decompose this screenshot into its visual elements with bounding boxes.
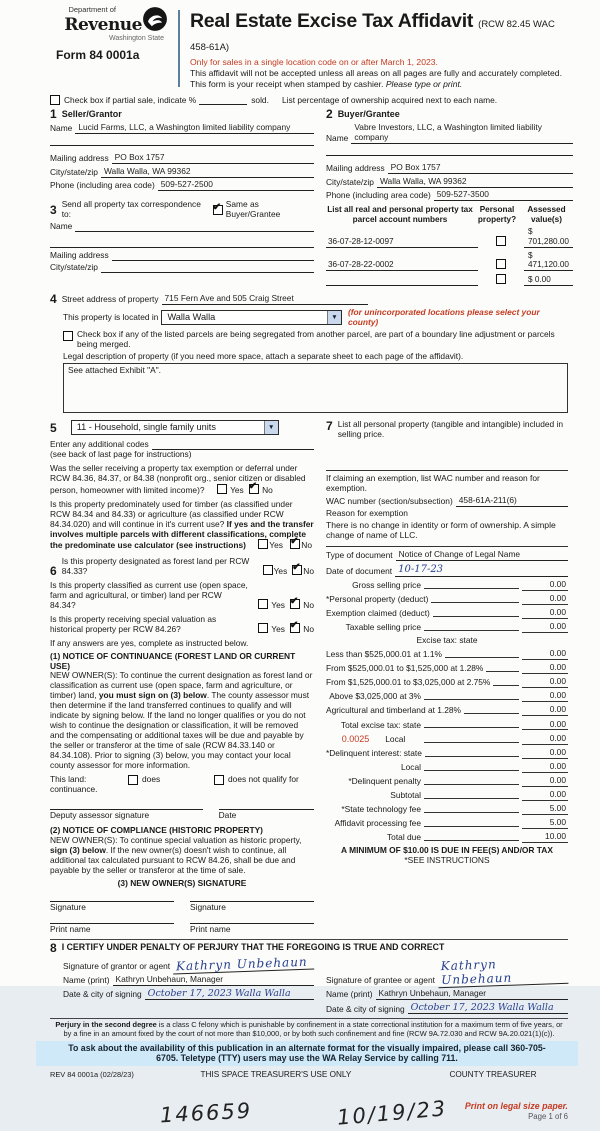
- seller-phone-label: Phone (including area code): [50, 180, 155, 191]
- seller-city-label: City/state/zip: [50, 166, 98, 177]
- amount-label: Subtotal: [390, 790, 421, 801]
- parcel-row: [326, 251, 573, 271]
- header-divider: [178, 10, 180, 87]
- section-2-number: 2: [326, 107, 333, 122]
- grantee-signature-label: Signature of grantee or agent: [326, 975, 435, 986]
- notice-continuance-title: (1) NOTICE OF CONTINUANCE (FOREST LAND OR CURRENT USE): [50, 650, 296, 671]
- notice-compliance-body: NEW OWNER(S): To continue special valuation as historic property, sign (3) below. If the new owner(s) doesn't wish to continue, all additional tax calculated pursuant to RCW 84.26, shall be due and payable by the seller or transferor at the time of sale.: [50, 835, 302, 875]
- no-checkbox[interactable]: ✔: [289, 595, 299, 607]
- notice-compliance-title: (2) NOTICE OF COMPLIANCE (HISTORIC PROPERTY): [50, 825, 263, 836]
- amount-value[interactable]: 0.00: [522, 776, 568, 787]
- dor-logo: [50, 5, 176, 89]
- certify-statement: I CERTIFY UNDER PENALTY OF PERJURY THAT THE FOREGOING IS TRUE AND CORRECT: [61, 942, 445, 953]
- wac-number-field[interactable]: 458-61A-211(6): [456, 496, 568, 507]
- exemption-deferral-question: Was the seller receiving a property tax exemption or deferral under RCW 84.36, 84.37, or 84.38 (nonprofit org., senior citizen or disabled person, homeowner with limited income)? Yes ✔ No: [50, 463, 306, 495]
- amount-label: *Delinquent interest: state: [326, 747, 422, 758]
- amount-value[interactable]: 0.00: [522, 663, 568, 674]
- sold-label: sold.: [251, 94, 269, 105]
- owner-printname-line[interactable]: Print name: [50, 923, 174, 935]
- yes-no-group: Yes ✔ No: [253, 623, 314, 635]
- amount-value[interactable]: 0.00: [522, 608, 568, 619]
- section-4-number: 4: [50, 291, 57, 306]
- yes-no-group: Yes ✔ No: [258, 565, 314, 577]
- parcel-table: [326, 205, 573, 286]
- wac-number-label: WAC number (section/subsection): [326, 496, 453, 507]
- amount-label: Exemption claimed (deduct): [326, 607, 430, 618]
- corr-mailing-field[interactable]: [112, 251, 314, 261]
- yes-no-group: Yes ✔ No: [253, 540, 312, 550]
- historic-property-question: Is this property receiving special valuation as historical property per RCW 84.26?: [50, 613, 217, 634]
- amount-label: *Delinquent penalty: [348, 775, 421, 786]
- section-7-number: 7: [326, 419, 333, 434]
- section-6-number: 6: [50, 564, 57, 579]
- yes-checkbox[interactable]: [258, 623, 268, 633]
- does-qualify-checkbox[interactable]: [128, 775, 138, 785]
- grantee-name-label: Name (print): [326, 988, 373, 999]
- additional-codes-label: Enter any additional codes: [50, 439, 149, 450]
- no-checkbox[interactable]: ✔: [292, 562, 301, 574]
- excise-tax-state-header: Excise tax: state: [416, 634, 478, 645]
- assessed-value-field[interactable]: $ 471,120.00: [524, 251, 573, 271]
- amount-value[interactable]: 5.00: [522, 804, 568, 815]
- parcel-row: [326, 227, 573, 247]
- partial-sale-label: Check box if partial sale, indicate %: [64, 94, 197, 105]
- treasurer-stamp-number: 146659: [159, 1099, 253, 1128]
- partial-sale-checkbox[interactable]: [50, 95, 60, 105]
- legal-size-note: Print on legal size paper.: [464, 1101, 568, 1112]
- buyer-city-label: City/state/zip: [326, 176, 374, 187]
- timber-agriculture-question: Is this property predominately used for timber (as classified under RCW 84.34 and 84.33) or agriculture (as classified under RCW 84.34.020) and will continue in it's current use? If yes and the transfer involves multiple parcels with different classifications, complete the predominate use calculator (see instructions) Yes ✔ No: [50, 498, 314, 551]
- buyer-name-field[interactable]: Vabre Investors, LLC, a Washington limited liability company: [351, 123, 573, 144]
- does-not-qualify-checkbox[interactable]: [214, 775, 224, 785]
- grantee-date-field[interactable]: October 17, 2023 Walla Walla: [408, 1002, 568, 1014]
- revenue-swirl-icon: [142, 6, 168, 35]
- personal-property-list-label: List all personal property (tangible and intangible) included in selling price.: [337, 419, 564, 440]
- amount-label: Local: [400, 761, 421, 772]
- assessed-value-field[interactable]: $ 0.00: [524, 275, 573, 286]
- reason-exemption-value[interactable]: There is no change in identity or form of ownership. A simple change of name of LLC.: [326, 520, 556, 541]
- parcel-col-header: List all real and personal property tax parcel account numbers: [327, 204, 473, 224]
- seller-name-label: Name: [50, 122, 73, 133]
- grantor-date-label: Date & city of signing: [63, 989, 142, 1000]
- location-select[interactable]: [161, 310, 342, 325]
- corr-city-field[interactable]: [101, 263, 314, 273]
- amount-label: Total due: [387, 832, 421, 843]
- section-8-number: 8: [50, 940, 57, 955]
- buyer-city-field[interactable]: Walla Walla, WA 99362: [377, 177, 573, 188]
- buyer-name-field-2[interactable]: [326, 146, 573, 156]
- buyer-phone-field[interactable]: 509-527-3500: [434, 190, 573, 201]
- land-use-code-value: 11 - Household, single family units: [76, 422, 216, 433]
- form-header: [50, 5, 568, 90]
- legal-description-label: Legal description of property (if you need more space, attach a separate sheet to each page of the affidavit).: [63, 351, 464, 362]
- county-treasurer-label: COUNTY TREASURER: [449, 1069, 537, 1079]
- personal-property-col-header: Personal property?: [477, 204, 517, 224]
- corr-name-field-2[interactable]: [50, 238, 314, 248]
- buyer-mailing-field[interactable]: PO Box 1757: [388, 163, 573, 174]
- personal-property-checkbox[interactable]: [496, 259, 506, 269]
- dept-of-label: Department of: [68, 5, 116, 14]
- same-as-buyer-label: Same as Buyer/Grantee: [225, 199, 281, 219]
- see-back-note: (see back of last page for instructions): [50, 449, 192, 460]
- owner-signature-line[interactable]: Signature: [190, 901, 314, 913]
- page-title: Real Estate Excise Tax Affidavit (RCW 82.45 WAC 458-61A): [190, 10, 555, 53]
- grantor-signature-label: Signature of grantor or agent: [63, 961, 171, 972]
- section-2-title: Buyer/Grantee: [337, 109, 400, 120]
- parcel-number-field[interactable]: 36-07-28-12-0097: [326, 237, 478, 248]
- amount-label: Gross selling price: [352, 579, 421, 590]
- ownership-percent-note: List percentage of ownership acquired next to each name.: [282, 94, 498, 105]
- washington-state-label: Washington State: [109, 34, 164, 42]
- buyer-name-label: Name: [326, 132, 349, 143]
- land-use-code-select[interactable]: [71, 420, 279, 435]
- minimum-due-note: A MINIMUM OF $10.00 IS DUE IN FEE(S) AND/OR TAX: [341, 845, 553, 856]
- date-of-document-field[interactable]: 10-17-23: [395, 564, 568, 577]
- owner-printname-line[interactable]: Print name: [190, 923, 314, 935]
- buyer-mailing-label: Mailing address: [326, 163, 385, 174]
- county-note: (for unincorporated locations please select your county): [347, 306, 540, 327]
- parcel-number-field[interactable]: [326, 285, 478, 286]
- perjury-statement: Perjury in the second degree is a class C felony which is punishable by confinement in a state correctional institution for a maximum term of five years, or by a fine in an amount fixed by the court of not more than $10,000, or by both such confinement and fine (RCW 9A.72.030 and RCW 9A.20.021(1)(c)).: [50, 1018, 568, 1038]
- amount-value[interactable]: 0.00: [522, 720, 568, 731]
- new-owners-signature-title: (3) NEW OWNER(S) SIGNATURE: [117, 877, 247, 888]
- location-select-value: Walla Walla: [167, 312, 216, 323]
- current-use-question: Is this property classified as current use (open space, farm and agricultural, or timber) land per RCW 84.34?: [50, 580, 248, 610]
- section-1-title: Seller/Grantor: [61, 109, 122, 120]
- exemption-claim-note: If claiming an exemption, list WAC number and reason for exemption.: [326, 473, 540, 493]
- forest-land-question: Is this property designated as forest land per RCW 84.33?: [61, 556, 250, 577]
- rcw-reference: (RCW 82.45 WAC 458-61A): [190, 19, 555, 53]
- answers-yes-note: If any answers are yes, complete as instructed below.: [50, 637, 249, 648]
- amount-value[interactable]: 0.00: [522, 677, 568, 688]
- date-of-document-label: Date of document: [326, 565, 393, 576]
- amount-value[interactable]: 0.00: [522, 622, 568, 633]
- grantor-date-field[interactable]: October 17, 2023 Walla Walla: [145, 988, 314, 1000]
- chevron-down-icon[interactable]: ▼: [327, 311, 341, 324]
- yes-checkbox[interactable]: [258, 599, 268, 609]
- segregated-label: Check box if any of the listed parcels are being segregated from another parcel, are part of a boundary line adjustment or parcels being merged.: [77, 329, 555, 350]
- seller-phone-field[interactable]: 509-527-2500: [158, 180, 314, 191]
- amount-value[interactable]: 0.00: [522, 790, 568, 801]
- assessed-value-col-header: Assessed value(s): [527, 204, 566, 224]
- page-indicator: Page 1 of 6: [528, 1111, 568, 1121]
- reason-exemption-label: Reason for exemption: [326, 508, 408, 519]
- amount-value[interactable]: 0.00: [522, 594, 568, 605]
- grantor-name-label: Name (print): [63, 974, 110, 985]
- seller-mailing-label: Mailing address: [50, 153, 109, 164]
- seller-mailing-field[interactable]: PO Box 1757: [112, 153, 314, 164]
- amount-value[interactable]: 0.00: [522, 580, 568, 591]
- amount-label: *Personal property (deduct): [326, 593, 429, 604]
- revenue-wordmark: Revenue: [64, 14, 142, 35]
- corr-city-label: City/state/zip: [50, 262, 98, 273]
- yes-no-group: Yes ✔ No: [253, 599, 314, 611]
- grantor-signature-field[interactable]: Kathryn Unbehaun: [173, 955, 314, 975]
- personal-property-list-field[interactable]: [326, 440, 568, 466]
- acceptance-notice: This affidavit will not be accepted unless all areas on all pages are fully and accurately completed.: [190, 68, 562, 79]
- assessed-value-field[interactable]: $ 701,280.00: [524, 227, 573, 247]
- street-address-label: Street address of property: [61, 293, 159, 304]
- amount-label: Local: [385, 733, 406, 744]
- deputy-date-line[interactable]: Date: [219, 809, 314, 821]
- legal-description-box[interactable]: See attached Exhibit "A".: [63, 363, 568, 413]
- seller-name-field-2[interactable]: [50, 136, 314, 146]
- yes-no-group: Yes ✔ No: [212, 485, 273, 495]
- seller-name-field[interactable]: Lucid Farms, LLC, a Washington limited liability company: [75, 123, 314, 134]
- amount-value[interactable]: 5.00: [522, 818, 568, 829]
- treasurer-stamp-date: 10/19/23: [336, 1096, 449, 1131]
- continuance-label: continuance.: [50, 784, 98, 795]
- type-of-document-label: Type of document: [326, 550, 393, 561]
- section-1-number: 1: [50, 107, 57, 122]
- personal-property-checkbox[interactable]: [496, 236, 506, 246]
- amount-label: Less than $525,000.01 at 1.1%: [326, 649, 442, 660]
- same-as-buyer-checkbox[interactable]: ✔: [212, 201, 222, 213]
- amount-value[interactable]: 0.00: [522, 705, 568, 716]
- no-checkbox[interactable]: ✔: [289, 619, 299, 631]
- notice-continuance-body: NEW OWNER(S): To continue the current designation as forest land or classification as current use (open space, farm and agriculture, or timber) land, you must sign on (3) below. The county assessor must then determine if the land transferred continues to qualify and will indicate by signing below. If the land no longer qualifies or you do not wish to continue the designation or classification, it will be removed and the compensating or additional taxes will be due and payable by the seller or transferor at the time of sale (RCW 84.33.140 or 84.34.108). Prior to signing (3) below, you may contact your local county assessor for more information.: [50, 670, 313, 770]
- corr-mailing-label: Mailing address: [50, 249, 109, 260]
- grantee-name-field[interactable]: Kathryn Unbehaun, Manager: [376, 989, 568, 1000]
- amount-label: Agricultural and timberland at 1.28%: [326, 705, 462, 716]
- seller-city-field[interactable]: Walla Walla, WA 99362: [101, 167, 314, 178]
- amount-value[interactable]: 0.00: [522, 748, 568, 759]
- amount-value[interactable]: 0.00: [522, 734, 568, 745]
- segregated-checkbox[interactable]: [63, 331, 73, 341]
- local-rate-value: 0.0025: [341, 733, 370, 744]
- street-address-field[interactable]: 715 Fern Ave and 505 Craig Street: [162, 294, 368, 305]
- partial-percent-field[interactable]: [199, 104, 247, 105]
- yes-checkbox[interactable]: [263, 565, 273, 575]
- section-5-number: 5: [50, 420, 57, 435]
- amount-label: Total excise tax: state: [340, 719, 421, 730]
- correspondence-label: Send all property tax correspondence to:: [61, 199, 201, 219]
- yes-checkbox[interactable]: [217, 484, 227, 494]
- deputy-assessor-signature-line[interactable]: Deputy assessor signature: [50, 809, 203, 821]
- amount-value[interactable]: 0.00: [522, 691, 568, 702]
- parcel-row: [326, 274, 573, 286]
- amount-label: *State technology fee: [341, 804, 421, 815]
- rev-number: REV 84 0001a (02/28/23): [50, 1069, 134, 1079]
- receipt-notice: This form is your receipt when stamped by cashier. Please type or print.: [190, 79, 463, 90]
- parcel-number-field[interactable]: 36-07-28-22-0002: [326, 260, 478, 271]
- amount-value[interactable]: 0.00: [522, 762, 568, 773]
- grantor-name-field[interactable]: Kathryn Unbehaun, Manager: [113, 975, 314, 986]
- personal-property-checkbox[interactable]: [496, 274, 506, 284]
- single-location-notice: Only for sales in a single location code on or after March 1, 2023.: [190, 57, 438, 67]
- corr-name-label: Name: [50, 221, 73, 232]
- no-checkbox[interactable]: ✔: [248, 480, 258, 492]
- amount-value[interactable]: 10.00: [522, 832, 568, 843]
- treasurer-use-label: THIS SPACE TREASURER'S USE ONLY: [200, 1069, 352, 1079]
- chevron-down-icon[interactable]: ▼: [264, 421, 278, 434]
- amount-label: Affidavit processing fee: [334, 818, 421, 829]
- amount-label: Above $3,025,000 at 3%: [329, 691, 421, 702]
- grantee-date-label: Date & city of signing: [326, 1003, 405, 1014]
- located-in-label: This property is located in: [63, 311, 159, 322]
- amount-label: Taxable selling price: [345, 622, 421, 633]
- does-not-label: does not qualify for: [228, 774, 299, 785]
- accessibility-notice: To ask about the availability of this publication in an alternate format for the visually impaired, please call 360-705-6705. Teletype (TTY) users may use the WA Relay Service by calling 711.: [36, 1041, 578, 1066]
- owner-signature-line[interactable]: Signature: [50, 901, 174, 913]
- grantee-signature-field[interactable]: Kathryn Unbehaun: [437, 955, 568, 989]
- amount-value[interactable]: 0.00: [522, 649, 568, 660]
- yes-checkbox[interactable]: [258, 539, 268, 549]
- form-number: Form 84 0001a: [56, 48, 140, 63]
- amount-label: From $525,000.01 to $1,525,000 at 1.28%: [326, 663, 484, 674]
- buyer-phone-label: Phone (including area code): [326, 190, 431, 201]
- does-label: does: [142, 774, 161, 785]
- no-checkbox[interactable]: ✔: [290, 536, 299, 548]
- see-instructions-note: *SEE INSTRUCTIONS: [404, 855, 490, 866]
- corr-name-field[interactable]: [75, 222, 314, 232]
- section-3-number: 3: [50, 202, 57, 217]
- type-of-document-field[interactable]: Notice of Change of Legal Name: [396, 550, 568, 561]
- amount-label: From $1,525,000.01 to $3,025,000 at 2.75%: [326, 677, 491, 688]
- this-land-label: This land:: [50, 774, 87, 785]
